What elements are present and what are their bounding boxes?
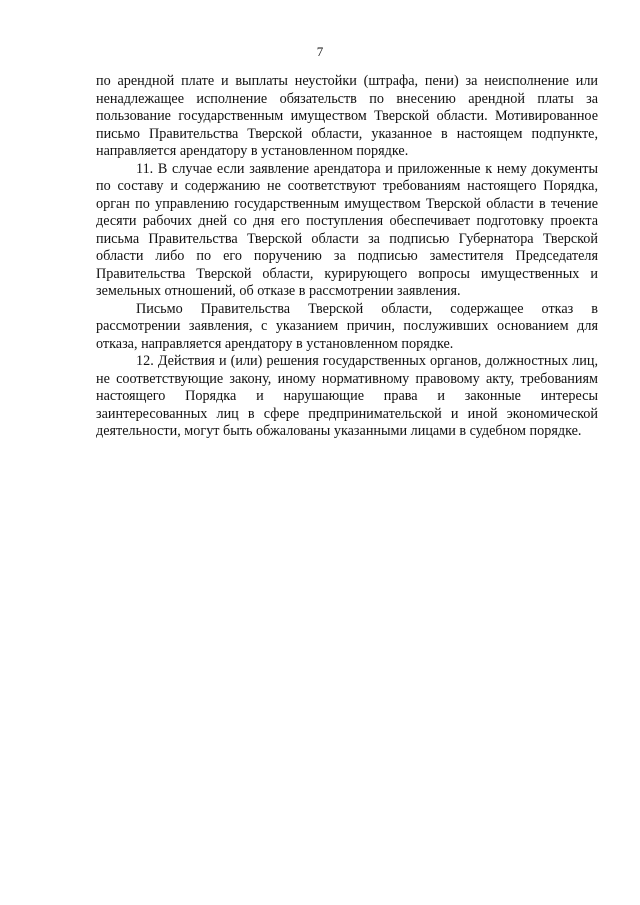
paragraph-item-11: 11. В случае если заявление арендатора и приложенные к нему документы по составу и содержанию не соответствуют требованиям настоящего Порядка, орган по управлению государственным имуществом Тверской области в течение десяти рабочих дней со дня его поступления обеспечивает подготовку проекта письма Правительства Тверской области за подписью Губернатора Тверской области либо по его поручению за подписью заместителя Председателя Правительства Тверской области, курирующего вопросы имущественных и земельных отношений, об отказе в рассмотрении заявления. <box>96 160 598 299</box>
paragraph-refusal-letter: Письмо Правительства Тверской области, содержащее отказ в рассмотрении заявления, с указанием причин, послуживших основанием для отказа, направляется арендатору в установленном порядке. <box>96 300 598 352</box>
page-number: 7 <box>316 44 324 59</box>
document-body <box>96 73 598 441</box>
paragraph-continuation: по арендной плате и выплаты неустойки (штрафа, пени) за неисполнение или ненадлежащее исполнение обязательств по внесению арендной платы за пользование государственным имуществом Тверской области. Мотивированное письмо Правительства Тверской области, указанное в настоящем подпункте, направляется арендатору в установленном порядке. <box>96 73 598 159</box>
paragraph-item-12: 12. Действия и (или) решения государственных органов, должностных лиц, не соответствующие закону, иному нормативному правовому акту, требованиям настоящего Порядка и нарушающие права и законные интересы заинтересованных лиц в сфере предпринимательской и иной экономической деятельности, могут быть обжалованы указанными лицами в судебном порядке. <box>96 353 598 439</box>
